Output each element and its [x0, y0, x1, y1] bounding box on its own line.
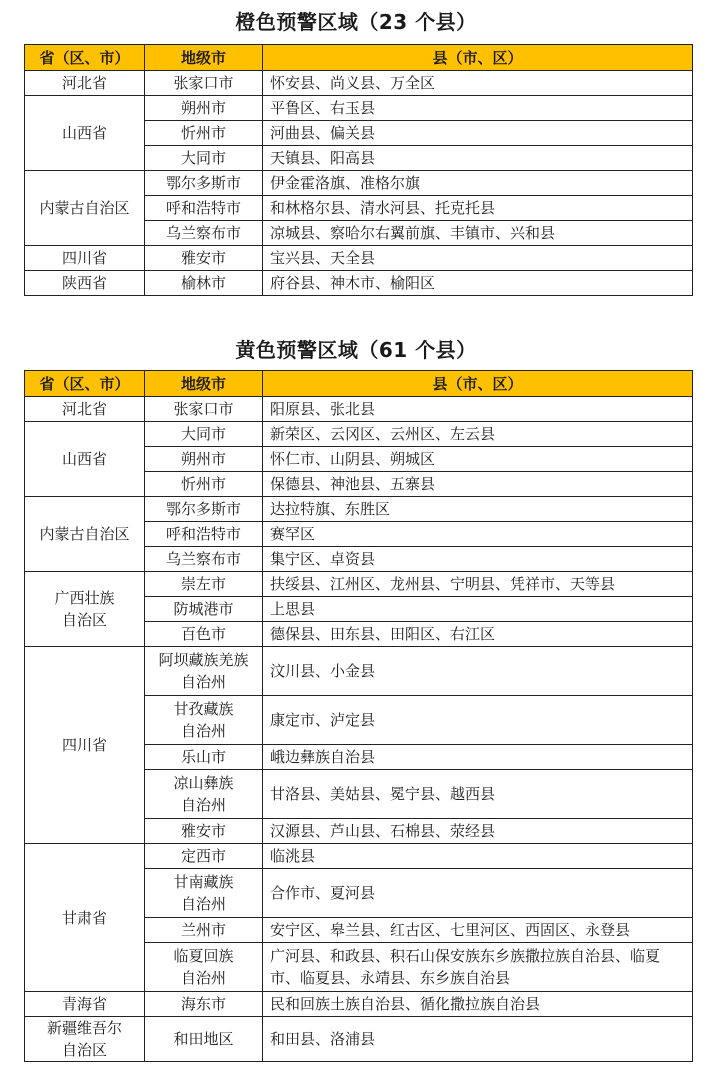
table-row: [25, 844, 693, 869]
county-cell: 阳原县、张北县: [263, 397, 693, 422]
province-cell: 四川省: [25, 246, 145, 271]
table-row: [25, 572, 693, 597]
county-cell: 集宁区、卓资县: [263, 547, 693, 572]
province-cell: 青海省: [25, 992, 145, 1017]
county-cell: 怀仁市、山阴县、朔城区: [263, 447, 693, 472]
county-cell: 怀安县、尚义县、万全区: [263, 71, 693, 96]
city-cell: 雅安市: [145, 819, 263, 844]
city-cell: 阿坝藏族羌族 自治州: [145, 647, 263, 696]
county-cell: 康定市、泸定县: [263, 696, 693, 745]
table-row: [25, 647, 693, 696]
county-cell: 汉源县、芦山县、石棉县、荥经县: [263, 819, 693, 844]
table-row: [25, 171, 693, 196]
city-cell: 朔州市: [145, 96, 263, 121]
city-cell: 张家口市: [145, 397, 263, 422]
county-cell: 新荣区、云冈区、云州区、左云县: [263, 422, 693, 447]
city-cell: 乌兰察布市: [145, 547, 263, 572]
orange-warning-table: [24, 44, 693, 296]
header-province: 省（区、市）: [25, 45, 145, 71]
county-cell: 峨边彝族自治县: [263, 745, 693, 770]
city-cell: 海东市: [145, 992, 263, 1017]
county-cell: 上思县: [263, 597, 693, 622]
county-cell: 天镇县、阳高县: [263, 146, 693, 171]
yellow-warning-table: [24, 370, 693, 1062]
yellow-warning-title: 黄色预警区域（61 个县）: [235, 338, 477, 362]
city-cell: 凉山彝族 自治州: [145, 770, 263, 819]
county-cell: 府谷县、神木市、榆阳区: [263, 271, 693, 296]
city-cell: 乌兰察布市: [145, 221, 263, 246]
province-cell: 山西省: [25, 96, 145, 171]
county-cell: 民和回族土族自治县、循化撒拉族自治县: [263, 992, 693, 1017]
city-cell: 雅安市: [145, 246, 263, 271]
city-cell: 临夏回族 自治州: [145, 943, 263, 992]
table-header-row: [25, 45, 693, 71]
header-city: 地级市: [145, 45, 263, 71]
table-row: [25, 422, 693, 447]
header-county: 县（市、区）: [263, 371, 693, 397]
city-cell: 甘孜藏族 自治州: [145, 696, 263, 745]
county-cell: 平鲁区、右玉县: [263, 96, 693, 121]
table-row: [25, 271, 693, 296]
city-cell: 定西市: [145, 844, 263, 869]
county-cell: 伊金霍洛旗、准格尔旗: [263, 171, 693, 196]
city-cell: 忻州市: [145, 472, 263, 497]
province-cell: 河北省: [25, 397, 145, 422]
county-cell: 德保县、田东县、田阳区、右江区: [263, 622, 693, 647]
county-cell: 甘洛县、美姑县、冕宁县、越西县: [263, 770, 693, 819]
city-cell: 兰州市: [145, 918, 263, 943]
city-cell: 乐山市: [145, 745, 263, 770]
county-cell: 河曲县、偏关县: [263, 121, 693, 146]
county-cell: 汶川县、小金县: [263, 647, 693, 696]
county-cell: 扶绥县、江州区、龙州县、宁明县、凭祥市、天等县: [263, 572, 693, 597]
province-cell: 广西壮族 自治区: [25, 572, 145, 647]
province-cell: 内蒙古自治区: [25, 171, 145, 246]
city-cell: 鄂尔多斯市: [145, 171, 263, 196]
county-cell: 赛罕区: [263, 522, 693, 547]
county-cell: 保德县、神池县、五寨县: [263, 472, 693, 497]
province-cell: 山西省: [25, 422, 145, 497]
city-cell: 朔州市: [145, 447, 263, 472]
province-cell: 四川省: [25, 647, 145, 844]
table-row: [25, 96, 693, 121]
province-cell: 陕西省: [25, 271, 145, 296]
county-cell: 广河县、和政县、积石山保安族东乡族撒拉族自治县、临夏市、临夏县、永靖县、东乡族自治县: [263, 943, 693, 992]
header-province: 省（区、市）: [25, 371, 145, 397]
city-cell: 呼和浩特市: [145, 522, 263, 547]
county-cell: 凉城县、察哈尔右翼前旗、丰镇市、兴和县: [263, 221, 693, 246]
county-cell: 和田县、洛浦县: [263, 1017, 693, 1062]
county-cell: 达拉特旗、东胜区: [263, 497, 693, 522]
city-cell: 张家口市: [145, 71, 263, 96]
county-cell: 合作市、夏河县: [263, 869, 693, 918]
table-row: [25, 397, 693, 422]
table-header-row: [25, 371, 693, 397]
city-cell: 鄂尔多斯市: [145, 497, 263, 522]
table-row: [25, 246, 693, 271]
city-cell: 大同市: [145, 146, 263, 171]
province-cell: 新疆维吾尔 自治区: [25, 1017, 145, 1062]
province-cell: 河北省: [25, 71, 145, 96]
province-cell: 甘肃省: [25, 844, 145, 992]
county-cell: 宝兴县、天全县: [263, 246, 693, 271]
table-row: [25, 497, 693, 522]
county-cell: 和林格尔县、清水河县、托克托县: [263, 196, 693, 221]
header-city: 地级市: [145, 371, 263, 397]
city-cell: 忻州市: [145, 121, 263, 146]
city-cell: 百色市: [145, 622, 263, 647]
city-cell: 和田地区: [145, 1017, 263, 1062]
city-cell: 崇左市: [145, 572, 263, 597]
county-cell: 安宁区、皋兰县、红古区、七里河区、西固区、永登县: [263, 918, 693, 943]
table-row: [25, 71, 693, 96]
city-cell: 大同市: [145, 422, 263, 447]
county-cell: 临洮县: [263, 844, 693, 869]
province-cell: 内蒙古自治区: [25, 497, 145, 572]
city-cell: 甘南藏族 自治州: [145, 869, 263, 918]
city-cell: 防城港市: [145, 597, 263, 622]
city-cell: 呼和浩特市: [145, 196, 263, 221]
orange-warning-title: 橙色预警区域（23 个县）: [235, 10, 477, 34]
city-cell: 榆林市: [145, 271, 263, 296]
table-row: [25, 1017, 693, 1062]
header-county: 县（市、区）: [263, 45, 693, 71]
table-row: [25, 992, 693, 1017]
